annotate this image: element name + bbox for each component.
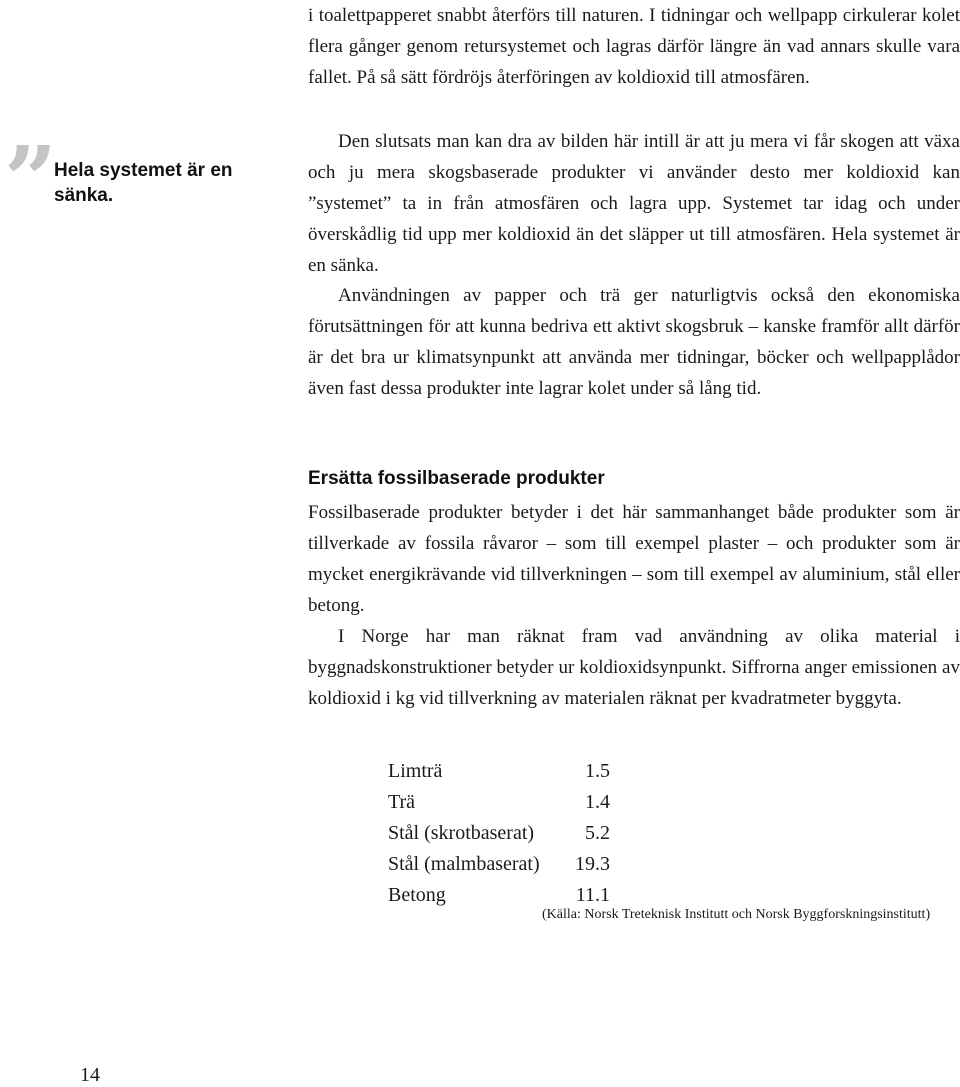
paragraph-3: Användningen av papper och trä ger naturligtvis också den ekonomiska förutsättningen för att kunna bedriva ett aktivt skogsbruk – kanske framför allt därför är det bra ur klimatsynpunkt att använda mer tidningar, böcker och wellpapplådor även fast dessa produkter inte lagrar kolet under så lång tid. (308, 285, 960, 399)
paragraph-1: i toalettpapperet snabbt återförs till naturen. I tidningar och wellpapp cirkulerar kolet flera gånger genom retursystemet och lagras därför längre än vad annars skulle vara fallet. På så sätt fördröjs återföringen av koldioxid till atmosfären. (308, 5, 960, 88)
source-citation: (Källa: Norsk Treteknisk Institutt och Norsk Byggforskningsinstitutt) (542, 907, 931, 922)
table-row (388, 787, 610, 818)
paragraph-4: Fossilbaserade produkter betyder i det här sammanhanget både produkter som är tillverkade av fossila råvaror – som till exempel plaster – och produkter som är mycket energikrävande vid tillverkningen – som till exempel av aluminium, stål eller betong. (308, 502, 960, 616)
material-name: Betong (388, 884, 446, 906)
quote-mark-icon: ” (4, 126, 57, 234)
material-name: Limträ (388, 760, 443, 782)
table-row (388, 818, 610, 849)
material-value: 1.5 (585, 760, 610, 782)
material-value: 11.1 (575, 884, 610, 906)
material-name: Trä (388, 791, 416, 813)
material-value: 5.2 (585, 822, 610, 844)
emissions-table (388, 756, 610, 911)
material-name: Stål (malmbaserat) (388, 853, 540, 875)
section-body (308, 497, 960, 714)
material-value: 19.3 (575, 853, 610, 875)
pull-quote-text: Hela systemet är en sänka. (54, 160, 233, 206)
paragraph-2: Den slutsats man kan dra av bilden här intill är att ju mera vi får skogen att växa och ju mera skogsbaserade produkter vi använder desto mer koldioxid kan ”systemet” ta in från atmosfären och lagra upp. Systemet tar idag och under överskådlig tid upp mer koldioxid än det släpper ut till atmosfären. Hela systemet är en sänka. (308, 131, 960, 276)
paragraph-5: I Norge har man räknat fram vad användning av olika material i byggnadskonstruktioner betyder ur koldioxidsynpunkt. Siffrorna anger emissionen av koldioxid i kg vid tillverkning av materialen räknat per kvadratmeter byggyta. (308, 626, 960, 709)
material-name: Stål (skrotbaserat) (388, 822, 535, 844)
page-number: 14 (80, 1064, 100, 1086)
section-heading: Ersätta fossilbaserade produkter (308, 468, 605, 489)
material-value: 1.4 (585, 791, 610, 813)
table-row (388, 756, 610, 787)
table-row (388, 849, 610, 880)
